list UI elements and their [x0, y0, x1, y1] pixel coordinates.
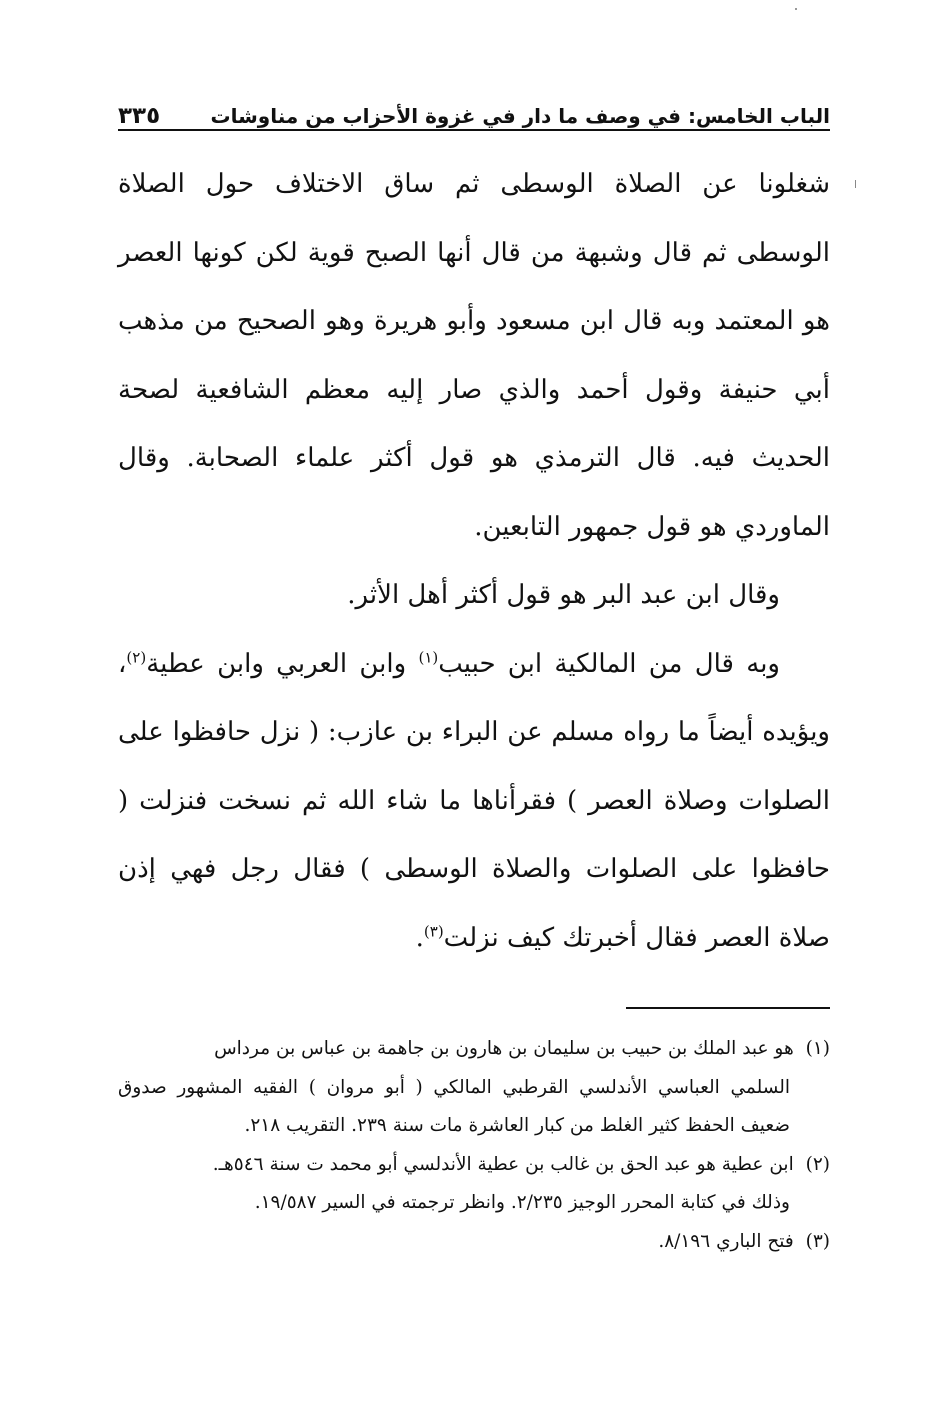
paragraph-3-part-2: وابن العربي وابن عطية: [146, 648, 419, 679]
running-header: [118, 96, 830, 130]
footnote-2: [118, 1146, 830, 1223]
paragraph-2: وقال ابن عبد البر هو قول أكثر أهل الأثر.: [347, 580, 780, 610]
scan-speck: [795, 8, 797, 10]
paragraph-3: [118, 630, 830, 973]
footnote-1: [118, 1030, 830, 1146]
paragraph-1: شغلونا عن الصلاة الوسطى ثم ساق الاختلاف حول الصلاة الوسطى ثم قال وشبهة من قال أنها الصبح قوية لكن كونها العصر هو المعتمد وبه قال ابن مسعود وأبو هريرة وهو الصحيح من مذهب أبي حنيفة وقول أحمد والذي صار إليه معظم الشافعية لصحة الحديث فيه. قال الترمذي هو قول أكثر علماء الصحابة. وقال الماوردي هو قول جمهور التابعين.: [118, 169, 830, 542]
footnote-number: (٣): [805, 1230, 830, 1252]
footnote-text: ابن عطية هو عبد الحق بن غالب بن عطية الأندلسي أبو محمد ت سنة ٥٤٦هـ.: [212, 1153, 794, 1175]
footnote-text: هو عبد الملك بن حبيب بن سليمان بن هارون بن جاهمة بن عباس بن مرداس: [214, 1038, 794, 1059]
footnote-number: (٢): [805, 1153, 830, 1175]
margin-mark: [855, 180, 856, 188]
footnote-ref-2[interactable]: (٢): [126, 647, 147, 666]
footnote-continuation: السلمي العباسي الأندلسي القرطبي المالكي ( أبو مروان ) الفقيه المشهور صدوق ضعيف الحفظ كثير الغلط من كبار العاشرة مات سنة ٢٣٩. التقريب ٢١٨.: [118, 1076, 790, 1136]
page-number: ٣٣٥: [118, 103, 161, 129]
footnote-separator: [626, 1007, 830, 1009]
paragraph-3-part-4: .: [415, 922, 424, 953]
header-rule: [118, 129, 830, 131]
footnote-ref-3[interactable]: (٣): [423, 921, 444, 940]
footnote-ref-1[interactable]: (١): [418, 647, 439, 666]
footnotes: [118, 1030, 830, 1261]
paragraph-3-part-1: وبه قال من المالكية ابن حبيب: [438, 648, 780, 679]
footnote-text: فتح الباري ٨/١٩٦.: [658, 1230, 794, 1252]
chapter-title: الباب الخامس: في وصف ما دار في غزوة الأحزاب من مناوشات: [210, 104, 830, 128]
main-text: [118, 150, 830, 972]
footnote-3: [118, 1223, 830, 1262]
footnote-continuation: وذلك في كتابة المحرر الوجيز ٢/٢٣٥. وانظر ترجمته في السير ١٩/٥٨٧.: [254, 1192, 790, 1213]
paragraph-3-part-3: ، ويؤيده أيضاً ما رواه مسلم عن البراء بن عازب: ( نزل حافظوا على الصلوات وصلاة العصر ) فقرأناها ما شاء الله ثم نسخت فنزلت ( حافظوا على الصلوات والصلاة الوسطى ) فقال رجل فهي إذن صلاة العصر فقال أخبرتك كيف نزلت: [118, 648, 830, 953]
footnote-number: (١): [805, 1038, 830, 1059]
